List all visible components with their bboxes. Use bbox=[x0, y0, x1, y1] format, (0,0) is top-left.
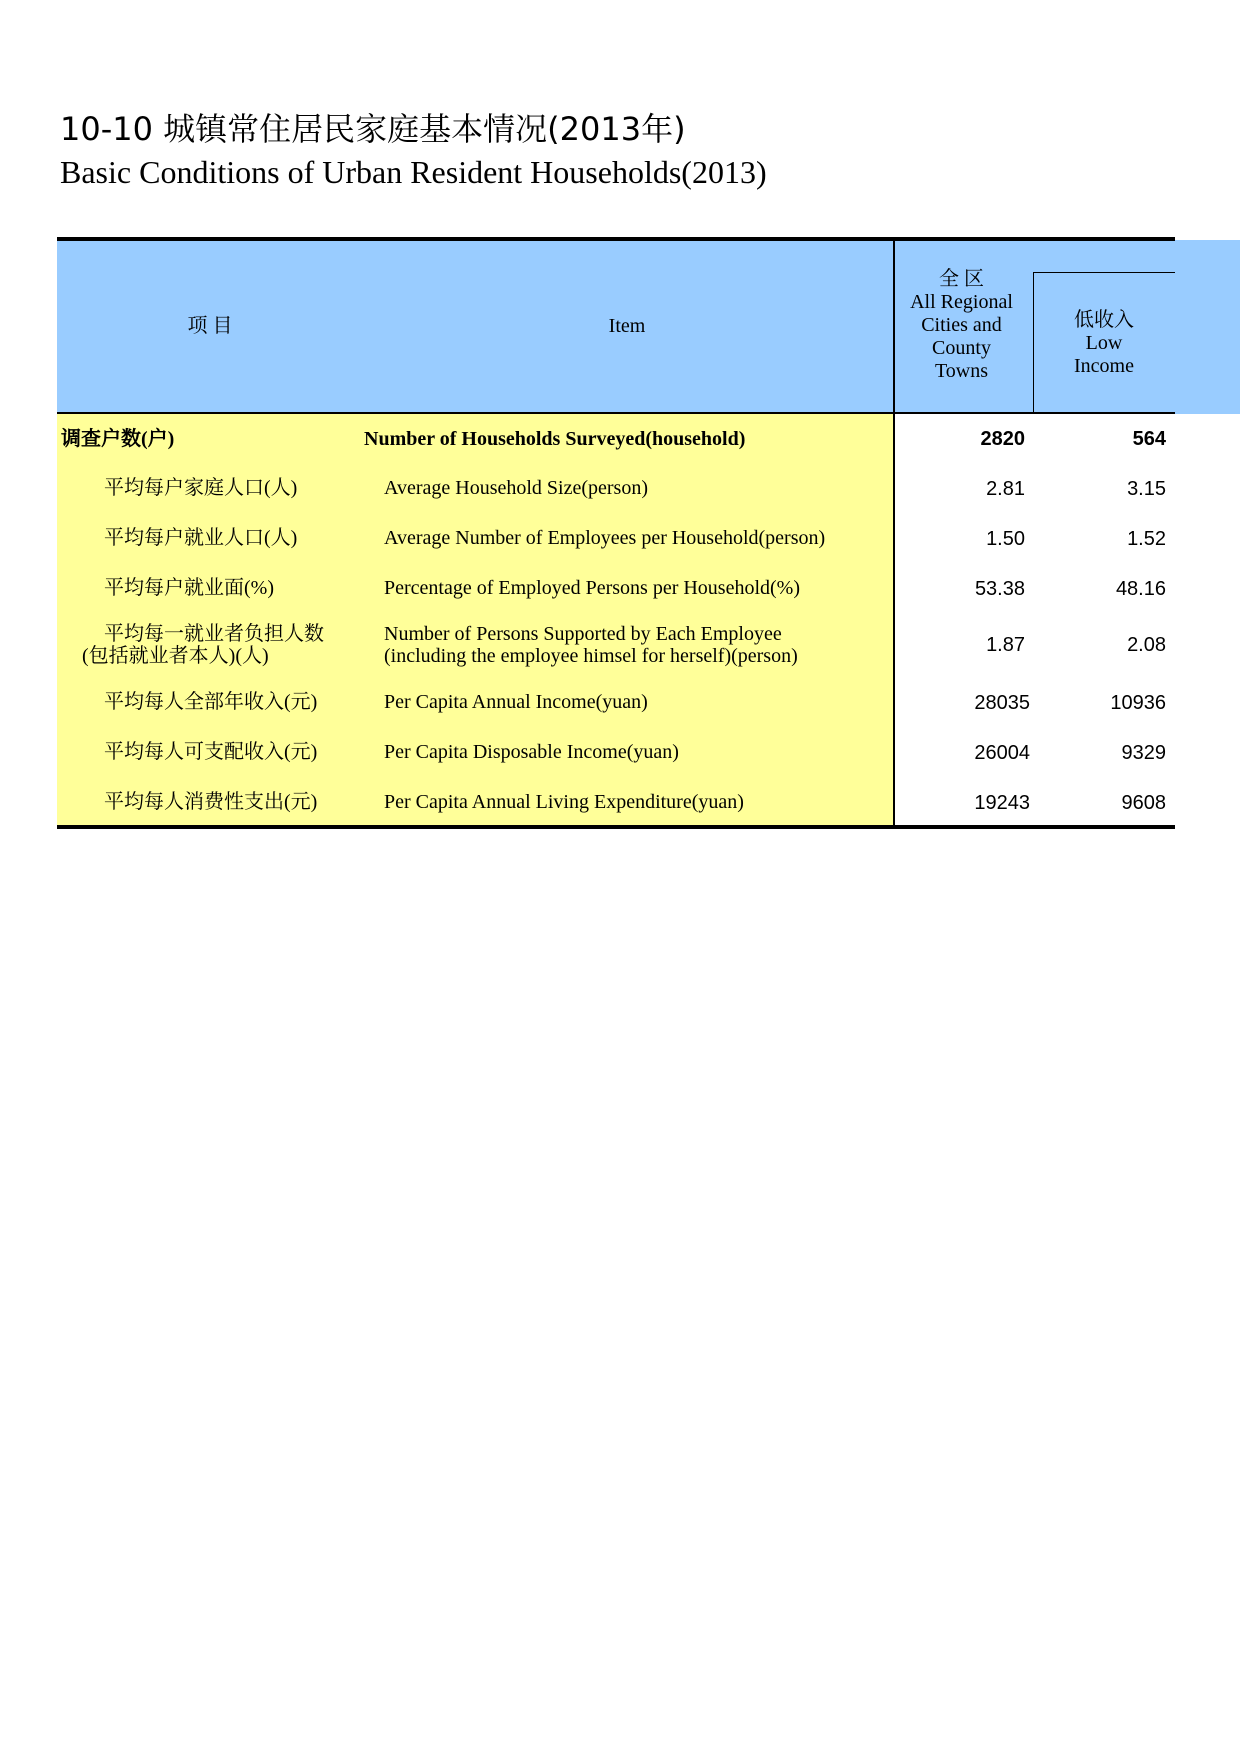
table-bottom-rule bbox=[57, 825, 1175, 829]
row-label-en: Per Capita Annual Living Expenditure(yuan) bbox=[384, 791, 744, 813]
value-low-income: 2.08 bbox=[1127, 634, 1166, 656]
header-all-en-line2: Cities and bbox=[921, 314, 1002, 336]
row-label-en: Per Capita Annual Income(yuan) bbox=[384, 691, 648, 713]
value-low-income: 9329 bbox=[1121, 742, 1166, 764]
value-all: 53.38 bbox=[974, 578, 1025, 600]
row-label-cn: 平均每户就业面(%) bbox=[104, 577, 274, 599]
header-all-en-line3: County bbox=[932, 337, 991, 359]
value-all: 1.50 bbox=[986, 528, 1025, 550]
value-low-income: 9608 bbox=[1121, 792, 1166, 814]
row-label-en: Percentage of Employed Persons per Household(%) bbox=[384, 577, 800, 599]
value-all: 28035 bbox=[974, 692, 1030, 714]
item-column-background bbox=[57, 414, 895, 827]
header-item-en: Item bbox=[608, 315, 646, 337]
low-income-header-top-rule bbox=[1033, 272, 1175, 273]
row-label-cn: 平均每户家庭人口(人) bbox=[104, 477, 298, 499]
row-label-en: Average Household Size(person) bbox=[384, 477, 648, 499]
header-low-en-line2: Income bbox=[1074, 355, 1134, 377]
header-low-cn: 低收入 bbox=[1074, 309, 1134, 331]
value-all: 1.87 bbox=[986, 634, 1025, 656]
header-bottom-rule bbox=[57, 412, 1175, 414]
header-all-cn: 全 区 bbox=[939, 268, 984, 290]
table-top-rule bbox=[57, 237, 1175, 241]
header-item-cn: 项 目 bbox=[187, 315, 233, 337]
page-title-chinese: 10-10 城镇常住居民家庭基本情况(2013年) bbox=[60, 110, 686, 148]
value-all: 19243 bbox=[974, 792, 1030, 814]
row-label-cn: 平均每一就业者负担人数 bbox=[104, 623, 324, 645]
page-title-english: Basic Conditions of Urban Resident Households(2013) bbox=[60, 154, 767, 190]
header-all-en-line4: Towns bbox=[934, 360, 989, 382]
value-low-income: 10936 bbox=[1110, 692, 1166, 714]
row-label-en: Number of Persons Supported by Each Employee bbox=[384, 623, 782, 645]
row-label-cn: 平均每人可支配收入(元) bbox=[104, 741, 318, 763]
row-label-cn: 调查户数(户) bbox=[61, 428, 175, 450]
row-label-en: Per Capita Disposable Income(yuan) bbox=[384, 741, 679, 763]
value-all: 2820 bbox=[980, 428, 1025, 450]
row-label-cn: 平均每人消费性支出(元) bbox=[104, 791, 318, 813]
value-all: 26004 bbox=[974, 742, 1030, 764]
row-label-cn: 平均每人全部年收入(元) bbox=[104, 691, 318, 713]
value-low-income: 564 bbox=[1132, 428, 1166, 450]
value-all: 2.81 bbox=[986, 478, 1025, 500]
row-label-en: Number of Households Surveyed(household) bbox=[364, 428, 746, 450]
row-label-cn: 平均每户就业人口(人) bbox=[104, 527, 298, 549]
value-low-income: 3.15 bbox=[1127, 478, 1166, 500]
header-all-en-line1: All Regional bbox=[910, 291, 1013, 313]
header-low-income bbox=[1034, 309, 1174, 378]
row-label-en: Average Number of Employees per Household(person) bbox=[384, 527, 826, 549]
value-low-income: 48.16 bbox=[1115, 578, 1166, 600]
value-low-income: 1.52 bbox=[1127, 528, 1166, 550]
header-low-en-line1: Low bbox=[1085, 332, 1123, 354]
row-label-cn-line2: (包括就业者本人)(人) bbox=[82, 645, 269, 667]
header-all-regional bbox=[895, 268, 1028, 383]
row-label-en-line2: (including the employee himsel for herself)(person) bbox=[384, 645, 798, 667]
